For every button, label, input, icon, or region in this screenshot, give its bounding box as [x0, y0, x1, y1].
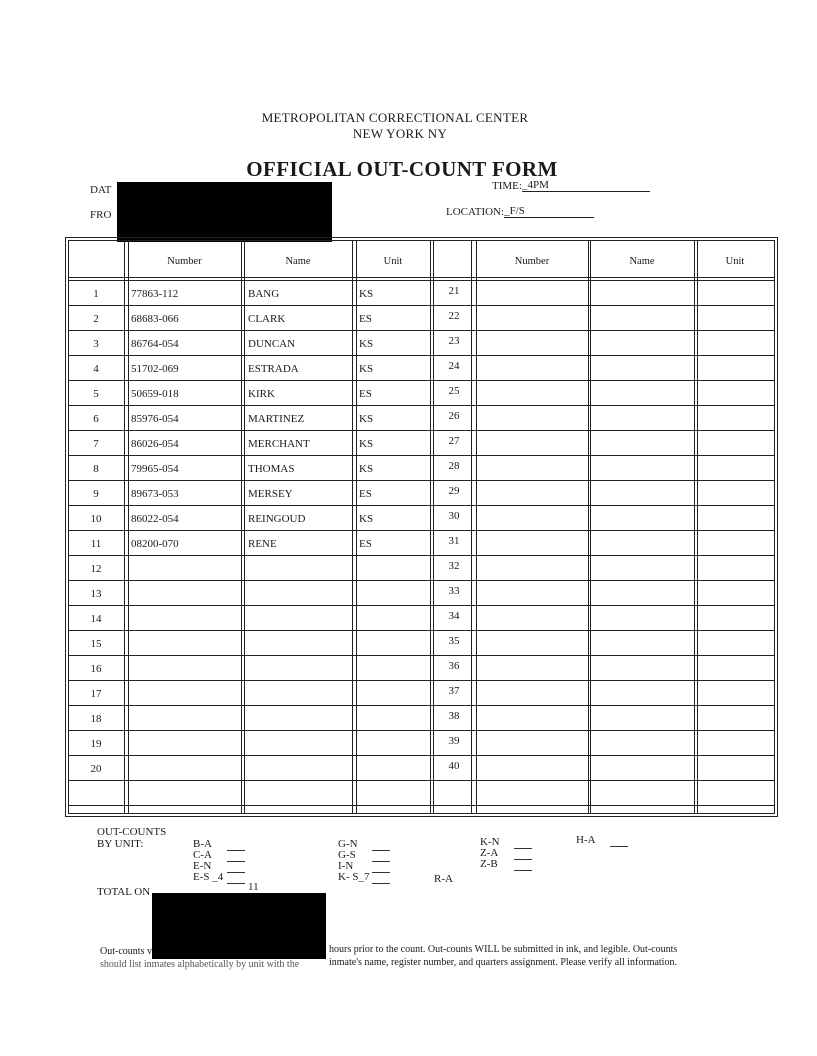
row-divider	[69, 780, 774, 781]
row-number: 19	[90, 738, 102, 750]
inmate-unit: KS	[359, 288, 374, 300]
row-number-right: 27	[448, 435, 460, 447]
col-divider	[471, 241, 472, 813]
row-divider	[69, 455, 774, 456]
row-divider	[69, 580, 774, 581]
facility-city: NEW YORK NY	[352, 126, 448, 141]
col-divider	[590, 241, 591, 813]
footer-line1-end: hours prior to the count. Out-counts WILL be submitted in ink, and legible. Out-counts	[329, 944, 678, 955]
row-number: 7	[93, 438, 99, 450]
inmate-register-number: 08200-070	[131, 538, 179, 550]
inmate-name: KIRK	[248, 388, 275, 400]
row-divider	[69, 355, 774, 356]
location-value: _F/S	[504, 205, 594, 218]
column-header-unit: Unit	[383, 256, 403, 267]
col-divider	[356, 241, 357, 813]
column-header-number-right: Number	[514, 256, 550, 267]
redaction-box	[117, 182, 332, 242]
column-header-name-right: Name	[629, 256, 655, 267]
row-number-right: 22	[448, 310, 460, 322]
inmate-register-number: 77863-112	[131, 288, 179, 300]
row-number: 3	[93, 338, 99, 350]
row-number-right: 24	[448, 360, 460, 372]
row-divider	[69, 705, 774, 706]
inmate-unit: KS	[359, 463, 374, 475]
row-number: 8	[93, 463, 99, 475]
col-divider	[128, 241, 129, 813]
inmate-register-number: 86026-054	[131, 438, 179, 450]
col-divider	[352, 241, 353, 813]
column-header-number: Number	[167, 256, 202, 267]
row-number-right: 23	[448, 335, 460, 347]
oc-r-a: R-A	[434, 873, 453, 885]
inmate-unit: ES	[359, 388, 372, 400]
inmate-name: MERSEY	[248, 488, 293, 500]
header-divider	[69, 277, 774, 278]
total-label: TOTAL ON	[97, 886, 151, 898]
inmate-unit: KS	[359, 513, 374, 525]
blank-line	[227, 861, 245, 862]
total-value: 11	[248, 881, 259, 893]
oc-col2-unit: G-S	[338, 849, 356, 861]
inmate-unit: KS	[359, 338, 374, 350]
blank-line	[372, 872, 390, 873]
inmate-register-number: 86764-054	[131, 338, 179, 350]
oc-col3-unit: K-N	[480, 836, 500, 848]
row-divider	[69, 530, 774, 531]
row-divider	[69, 505, 774, 506]
col-divider	[588, 241, 589, 813]
inmate-name: REINGOUD	[248, 513, 306, 525]
inmate-register-number: 89673-053	[131, 488, 179, 500]
time-value: _4PM	[522, 179, 650, 192]
outcounts-label: OUT-COUNTS	[97, 826, 167, 838]
form-title: OFFICIAL OUT-COUNT FORM	[246, 157, 558, 181]
row-number: 20	[90, 763, 102, 775]
col-divider	[697, 241, 698, 813]
blank-line	[514, 848, 532, 849]
col-divider	[433, 241, 434, 813]
table-inner-border	[68, 240, 775, 814]
row-number: 4	[93, 363, 99, 375]
row-divider	[69, 430, 774, 431]
inmate-name: ESTRADA	[248, 363, 299, 375]
inmate-register-number: 51702-069	[131, 363, 179, 375]
oc-col2-unit: G-N	[338, 838, 358, 850]
row-number-right: 21	[448, 285, 460, 297]
row-number: 16	[90, 663, 102, 675]
row-number: 12	[90, 563, 102, 575]
blank-line	[610, 846, 628, 847]
row-number-right: 26	[448, 410, 460, 422]
inmate-name: MARTINEZ	[248, 413, 305, 425]
location-label: LOCATION:	[446, 206, 505, 218]
date-label: DAT	[90, 184, 112, 196]
inmate-unit: KS	[359, 413, 374, 425]
inmate-unit: ES	[359, 488, 372, 500]
inmate-unit: ES	[359, 538, 372, 550]
by-unit-label: BY UNIT:	[97, 838, 144, 850]
blank-line	[227, 872, 245, 873]
row-number: 18	[90, 713, 102, 725]
blank-line	[372, 883, 390, 884]
oc-col3-unit: Z-A	[480, 847, 499, 859]
row-divider	[69, 605, 774, 606]
row-number-right: 40	[448, 760, 460, 772]
inmate-name: DUNCAN	[248, 338, 296, 350]
row-number-right: 39	[448, 735, 460, 747]
row-number-right: 34	[448, 610, 460, 622]
oc-col1-unit: C-A	[193, 849, 212, 861]
oc-col2-unit: I-N	[338, 860, 354, 872]
row-number-right: 33	[448, 585, 460, 597]
redaction-box-2	[152, 893, 326, 959]
row-divider	[69, 730, 774, 731]
row-number-right: 29	[448, 485, 460, 497]
blank-line	[514, 859, 532, 860]
inmate-register-number: 85976-054	[131, 413, 179, 425]
col-divider	[476, 241, 477, 813]
inmate-register-number: 68683-066	[131, 313, 179, 325]
header-divider	[69, 280, 774, 281]
inmate-unit: KS	[359, 438, 374, 450]
oc-col1-unit: B-A	[193, 838, 212, 850]
row-number: 2	[93, 313, 99, 325]
row-divider	[69, 305, 774, 306]
row-number-right: 38	[448, 710, 460, 722]
col-divider	[124, 241, 125, 813]
column-header-name: Name	[285, 256, 311, 267]
col-divider	[244, 241, 245, 813]
location-field	[446, 205, 594, 218]
row-divider	[69, 805, 774, 806]
row-number: 6	[93, 413, 99, 425]
time-field	[492, 179, 650, 192]
oc-col4-unit: H-A	[576, 834, 596, 846]
inmate-register-number: 50659-018	[131, 388, 179, 400]
inmate-unit: KS	[359, 363, 374, 375]
row-number-right: 28	[448, 460, 460, 472]
row-number: 1	[93, 288, 99, 300]
inmate-name: THOMAS	[248, 463, 295, 475]
oc-col2-unit: K- S_7	[338, 871, 370, 883]
row-number-right: 32	[448, 560, 460, 572]
column-header-unit-right: Unit	[725, 256, 745, 267]
row-divider	[69, 655, 774, 656]
footer-line2-start: should list inmates alphabetically by unit with the	[100, 959, 300, 970]
row-number: 13	[90, 588, 102, 600]
footer-line1-start: Out-counts v	[100, 946, 152, 957]
row-number: 15	[90, 638, 102, 650]
row-divider	[69, 555, 774, 556]
row-divider	[69, 480, 774, 481]
inmate-unit: ES	[359, 313, 372, 325]
row-divider	[69, 380, 774, 381]
row-number: 17	[90, 688, 102, 700]
row-divider	[69, 755, 774, 756]
row-divider	[69, 630, 774, 631]
row-number: 14	[90, 613, 102, 625]
inmate-name: MERCHANT	[248, 438, 310, 450]
time-label: TIME:	[492, 180, 522, 192]
row-number: 10	[90, 513, 102, 525]
oc-col1-unit: E-N	[193, 860, 212, 872]
row-number-right: 37	[448, 685, 460, 697]
inmate-name: RENE	[248, 538, 277, 550]
blank-line	[372, 861, 390, 862]
row-number-right: 36	[448, 660, 460, 672]
row-number-right: 25	[448, 385, 460, 397]
row-number: 9	[93, 488, 99, 500]
row-number-right: 31	[448, 535, 460, 547]
footer-line2-end: inmate's name, register number, and quarters assignment. Please verify all information.	[329, 957, 677, 968]
row-divider	[69, 330, 774, 331]
oc-col3-unit: Z-B	[480, 858, 498, 870]
col-divider	[694, 241, 695, 813]
col-divider	[241, 241, 242, 813]
oc-col1-unit: E-S _4	[193, 871, 224, 883]
col-divider	[430, 241, 431, 813]
blank-line	[514, 870, 532, 871]
blank-line	[227, 883, 245, 884]
blank-line	[372, 850, 390, 851]
inmate-register-number: 79965-054	[131, 463, 179, 475]
from-label: FRO	[90, 209, 112, 221]
inmate-register-number: 86022-054	[131, 513, 179, 525]
row-number-right: 35	[448, 635, 460, 647]
blank-line	[227, 850, 245, 851]
row-divider	[69, 405, 774, 406]
inmate-name: BANG	[248, 288, 280, 300]
row-number: 11	[90, 538, 102, 550]
row-divider	[69, 680, 774, 681]
inmate-name: CLARK	[248, 313, 286, 325]
row-number: 5	[93, 388, 99, 400]
row-number-right: 30	[448, 510, 460, 522]
facility-name: METROPOLITAN CORRECTIONAL CENTER	[261, 110, 529, 125]
